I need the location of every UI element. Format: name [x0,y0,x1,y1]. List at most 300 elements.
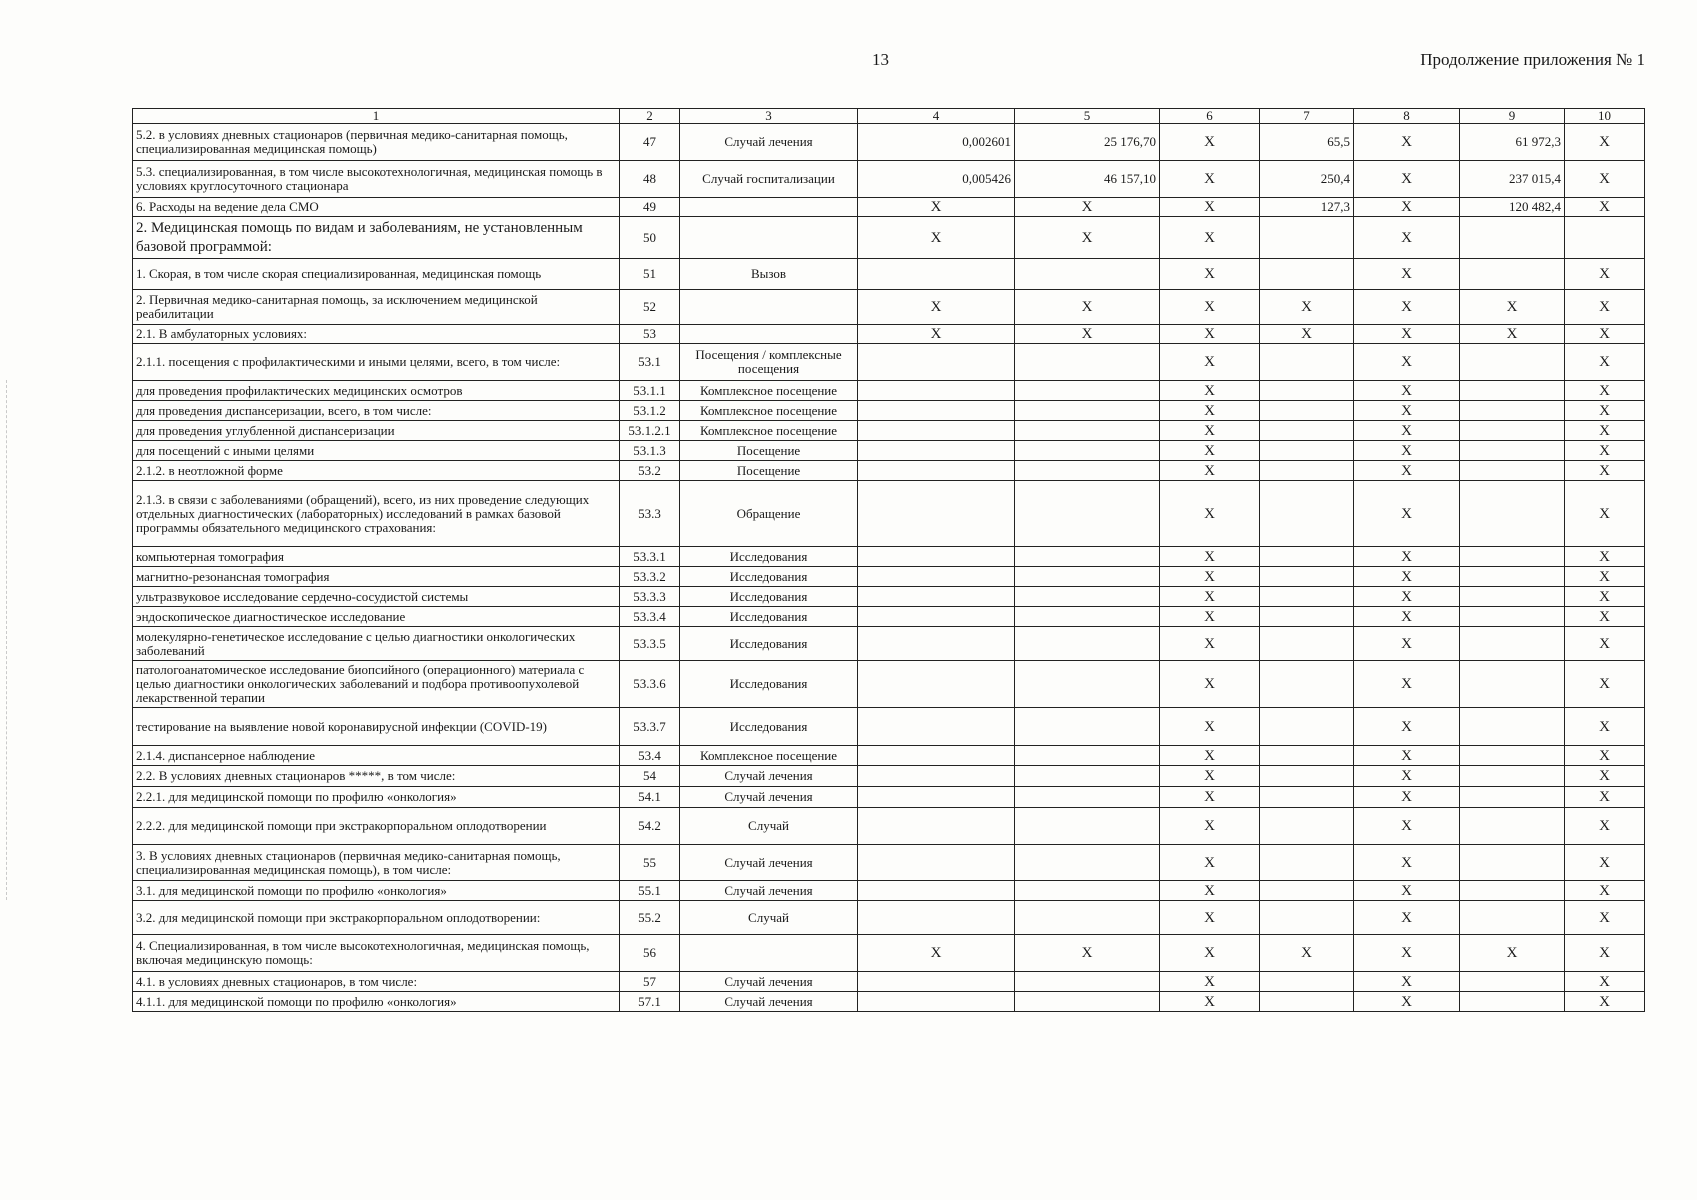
cell-col-3: Случай лечения [680,972,858,992]
cell-col-7 [1260,901,1354,935]
cell-col-7 [1260,381,1354,401]
cell-col-1: 4.1. в условиях дневных стационаров, в том числе: [133,972,620,992]
cell-col-10: X [1565,972,1645,992]
table-row [133,441,1645,461]
table-row [133,992,1645,1012]
table-row [133,259,1645,290]
cell-col-9 [1460,972,1565,992]
cell-col-5: 46 157,10 [1015,161,1160,198]
cell-col-7 [1260,992,1354,1012]
cell-col-1: тестирование на выявление новой коронавирусной инфекции (COVID-19) [133,708,620,746]
cell-col-3: Исследования [680,607,858,627]
cell-col-7: 127,3 [1260,198,1354,217]
cell-col-9 [1460,661,1565,708]
cell-col-4 [858,808,1015,845]
cell-col-10: X [1565,567,1645,587]
table-row [133,217,1645,259]
cell-col-2: 53.2 [620,461,680,481]
cell-col-3: Комплексное посещение [680,401,858,421]
cell-col-8: X [1354,992,1460,1012]
cell-col-10: X [1565,161,1645,198]
table-row [133,481,1645,547]
cell-col-3: Посещение [680,441,858,461]
cell-col-7 [1260,708,1354,746]
cell-col-3: Вызов [680,259,858,290]
cell-col-8: X [1354,661,1460,708]
cell-col-9 [1460,746,1565,766]
cell-col-9 [1460,607,1565,627]
cell-col-1: 5.2. в условиях дневных стационаров (первичная медико-санитарная помощь, специализированная медицинская помощь) [133,124,620,161]
cell-col-5: 25 176,70 [1015,124,1160,161]
cell-col-10: X [1565,290,1645,325]
cell-col-9 [1460,259,1565,290]
cell-col-4 [858,881,1015,901]
cell-col-1: для проведения диспансеризации, всего, в том числе: [133,401,620,421]
cell-col-2: 50 [620,217,680,259]
cell-col-6: X [1160,766,1260,787]
cell-col-4 [858,401,1015,421]
cell-col-3: Случай лечения [680,992,858,1012]
cell-col-5 [1015,421,1160,441]
cell-col-1: 2.1.3. в связи с заболеваниями (обращений), всего, из них проведение следующих отдельных диагностических (лабораторных) исследований в рамках базовой программы обязательного медицинского страхования: [133,481,620,547]
cell-col-10: X [1565,627,1645,661]
cell-col-5 [1015,567,1160,587]
cell-col-9 [1460,217,1565,259]
cell-col-7 [1260,401,1354,421]
cell-col-10: X [1565,441,1645,461]
cell-col-4 [858,901,1015,935]
cell-col-1: магнитно-резонансная томография [133,567,620,587]
table-row [133,935,1645,972]
cell-col-8: X [1354,708,1460,746]
cell-col-9 [1460,881,1565,901]
cell-col-3 [680,217,858,259]
cell-col-5 [1015,901,1160,935]
cell-col-6: X [1160,787,1260,808]
table-row [133,325,1645,344]
cell-col-5 [1015,992,1160,1012]
cell-col-4 [858,344,1015,381]
table-row [133,381,1645,401]
cell-col-10: X [1565,901,1645,935]
cell-col-4 [858,661,1015,708]
cell-col-5 [1015,972,1160,992]
cell-col-1: 2.2.2. для медицинской помощи при экстракорпоральном оплодотворении [133,808,620,845]
cell-col-3: Случай лечения [680,124,858,161]
column-header: 9 [1460,109,1565,124]
cell-col-5: X [1015,935,1160,972]
cell-col-6: X [1160,808,1260,845]
cell-col-7 [1260,587,1354,607]
cell-col-5 [1015,344,1160,381]
cell-col-10: X [1565,766,1645,787]
table-row [133,901,1645,935]
column-header: 5 [1015,109,1160,124]
cell-col-8: X [1354,290,1460,325]
cell-col-10: X [1565,461,1645,481]
data-table [132,108,1645,1012]
cell-col-10: X [1565,787,1645,808]
cell-col-4 [858,607,1015,627]
cell-col-8: X [1354,901,1460,935]
cell-col-7 [1260,481,1354,547]
cell-col-10: X [1565,325,1645,344]
table-row [133,661,1645,708]
cell-col-9 [1460,461,1565,481]
cell-col-6: X [1160,441,1260,461]
appendix-continuation-note: Продолжение приложения № 1 [1420,50,1645,69]
cell-col-2: 53.4 [620,746,680,766]
cell-col-5 [1015,766,1160,787]
cell-col-9 [1460,381,1565,401]
cell-col-1: 2.1.4. диспансерное наблюдение [133,746,620,766]
cell-col-10: X [1565,935,1645,972]
cell-col-8: X [1354,481,1460,547]
cell-col-8: X [1354,381,1460,401]
cell-col-5 [1015,787,1160,808]
cell-col-3 [680,325,858,344]
column-header: 8 [1354,109,1460,124]
cell-col-2: 53 [620,325,680,344]
cell-col-2: 53.3 [620,481,680,547]
cell-col-8: X [1354,547,1460,567]
cell-col-7: X [1260,290,1354,325]
cell-col-3 [680,935,858,972]
table-row [133,766,1645,787]
cell-col-1: 2.1.1. посещения с профилактическими и иными целями, всего, в том числе: [133,344,620,381]
cell-col-3: Исследования [680,547,858,567]
cell-col-1: молекулярно-генетическое исследование с целью диагностики онкологических заболеваний [133,627,620,661]
cell-col-9 [1460,992,1565,1012]
table-row [133,808,1645,845]
cell-col-2: 48 [620,161,680,198]
table-row [133,567,1645,587]
cell-col-10: X [1565,607,1645,627]
cell-col-3: Случай [680,808,858,845]
cell-col-7 [1260,421,1354,441]
cell-col-3: Посещения / комплексные посещения [680,344,858,381]
cell-col-2: 57.1 [620,992,680,1012]
cell-col-2: 55 [620,845,680,881]
cell-col-10: X [1565,547,1645,567]
cell-col-6: X [1160,587,1260,607]
cell-col-2: 54 [620,766,680,787]
cell-col-5 [1015,746,1160,766]
cell-col-2: 53.1.2.1 [620,421,680,441]
cell-col-2: 55.1 [620,881,680,901]
cell-col-5: X [1015,198,1160,217]
cell-col-7 [1260,746,1354,766]
cell-col-8: X [1354,972,1460,992]
cell-col-5 [1015,441,1160,461]
cell-col-6: X [1160,259,1260,290]
cell-col-1: 3. В условиях дневных стационаров (первичная медико-санитарная помощь, специализированная медицинская помощь), в том числе: [133,845,620,881]
cell-col-6: X [1160,627,1260,661]
cell-col-10: X [1565,992,1645,1012]
cell-col-6: X [1160,881,1260,901]
column-header: 10 [1565,109,1645,124]
cell-col-9 [1460,787,1565,808]
cell-col-5 [1015,259,1160,290]
cell-col-2: 53.3.1 [620,547,680,567]
cell-col-6: X [1160,421,1260,441]
cell-col-10: X [1565,124,1645,161]
cell-col-6: X [1160,124,1260,161]
cell-col-2: 53.1.1 [620,381,680,401]
cell-col-7 [1260,972,1354,992]
cell-col-9 [1460,441,1565,461]
cell-col-1: 5.3. специализированная, в том числе высокотехнологичная, медицинская помощь в условиях круглосуточного стационара [133,161,620,198]
cell-col-8: X [1354,161,1460,198]
cell-col-2: 47 [620,124,680,161]
cell-col-9 [1460,421,1565,441]
cell-col-10: X [1565,746,1645,766]
cell-col-10: X [1565,708,1645,746]
cell-col-10: X [1565,661,1645,708]
cell-col-3 [680,290,858,325]
cell-col-1: для проведения углубленной диспансеризации [133,421,620,441]
cell-col-1: компьютерная томография [133,547,620,567]
cell-col-1: патологоанатомическое исследование биопсийного (операционного) материала с целью диагностики онкологических заболеваний и подбора противоопухолевой лекарственной терапии [133,661,620,708]
cell-col-7: X [1260,935,1354,972]
cell-col-3: Случай госпитализации [680,161,858,198]
cell-col-1: 1. Скорая, в том числе скорая специализированная, медицинская помощь [133,259,620,290]
cell-col-4: 0,002601 [858,124,1015,161]
cell-col-1: для посещений с иными целями [133,441,620,461]
cell-col-8: X [1354,461,1460,481]
cell-col-10: X [1565,198,1645,217]
table-row [133,881,1645,901]
cell-col-6: X [1160,217,1260,259]
cell-col-2: 53.3.3 [620,587,680,607]
cell-col-6: X [1160,481,1260,547]
cell-col-7 [1260,344,1354,381]
cell-col-8: X [1354,421,1460,441]
cell-col-4 [858,708,1015,746]
table-row [133,746,1645,766]
cell-col-5 [1015,401,1160,421]
cell-col-4 [858,992,1015,1012]
cell-col-6: X [1160,661,1260,708]
cell-col-7: 65,5 [1260,124,1354,161]
cell-col-2: 53.3.5 [620,627,680,661]
cell-col-5 [1015,661,1160,708]
cell-col-4: X [858,217,1015,259]
column-header: 3 [680,109,858,124]
cell-col-8: X [1354,259,1460,290]
cell-col-6: X [1160,325,1260,344]
cell-col-1: для проведения профилактических медицинских осмотров [133,381,620,401]
cell-col-3: Случай лечения [680,881,858,901]
cell-col-7 [1260,627,1354,661]
cell-col-6: X [1160,972,1260,992]
cell-col-2: 53.1.3 [620,441,680,461]
cell-col-4: X [858,290,1015,325]
table-row [133,708,1645,746]
cell-col-10: X [1565,344,1645,381]
cell-col-9 [1460,901,1565,935]
cell-col-7 [1260,547,1354,567]
cell-col-8: X [1354,401,1460,421]
cell-col-4 [858,441,1015,461]
cell-col-1: 6. Расходы на ведение дела СМО [133,198,620,217]
cell-col-3: Случай [680,901,858,935]
cell-col-6: X [1160,746,1260,766]
column-header: 6 [1160,109,1260,124]
cell-col-4 [858,481,1015,547]
cell-col-10: X [1565,421,1645,441]
cell-col-2: 57 [620,972,680,992]
cell-col-7 [1260,787,1354,808]
cell-col-7 [1260,567,1354,587]
cell-col-8: X [1354,808,1460,845]
cell-col-6: X [1160,401,1260,421]
cell-col-10: X [1565,845,1645,881]
cell-col-9 [1460,547,1565,567]
cell-col-9 [1460,808,1565,845]
cell-col-9 [1460,587,1565,607]
cell-col-5 [1015,708,1160,746]
cell-col-6: X [1160,708,1260,746]
cell-col-4 [858,461,1015,481]
cell-col-1: 2.1. В амбулаторных условиях: [133,325,620,344]
cell-col-5 [1015,808,1160,845]
cell-col-5: X [1015,325,1160,344]
cell-col-6: X [1160,344,1260,381]
column-header: 2 [620,109,680,124]
cell-col-4 [858,766,1015,787]
cell-col-7 [1260,461,1354,481]
cell-col-5: X [1015,290,1160,325]
cell-col-9 [1460,344,1565,381]
cell-col-1: 2.1.2. в неотложной форме [133,461,620,481]
table-row [133,290,1645,325]
cell-col-4 [858,587,1015,607]
cell-col-5 [1015,881,1160,901]
cell-col-3: Обращение [680,481,858,547]
cell-col-1: 2. Первичная медико-санитарная помощь, за исключением медицинской реабилитации [133,290,620,325]
cell-col-6: X [1160,381,1260,401]
cell-col-9 [1460,481,1565,547]
cell-col-3: Комплексное посещение [680,381,858,401]
cell-col-7 [1260,766,1354,787]
cell-col-9 [1460,845,1565,881]
cell-col-6: X [1160,290,1260,325]
cell-col-2: 51 [620,259,680,290]
column-number-row [133,109,1645,124]
cell-col-8: X [1354,845,1460,881]
scan-edge-marks [6,380,9,900]
table-row [133,787,1645,808]
cell-col-8: X [1354,198,1460,217]
cell-col-5: X [1015,217,1160,259]
cell-col-9 [1460,567,1565,587]
cell-col-3: Исследования [680,708,858,746]
table-row [133,461,1645,481]
cell-col-7 [1260,217,1354,259]
cell-col-1: 2.2. В условиях дневных стационаров *****, в том числе: [133,766,620,787]
cell-col-2: 53.3.6 [620,661,680,708]
cell-col-2: 53.3.4 [620,607,680,627]
cell-col-3: Случай лечения [680,787,858,808]
cell-col-6: X [1160,935,1260,972]
cell-col-2: 55.2 [620,901,680,935]
cell-col-10: X [1565,587,1645,607]
table-row [133,421,1645,441]
cell-col-4 [858,972,1015,992]
cell-col-4 [858,381,1015,401]
cell-col-8: X [1354,746,1460,766]
cell-col-4: X [858,935,1015,972]
cell-col-4: X [858,325,1015,344]
cell-col-4 [858,627,1015,661]
cell-col-5 [1015,547,1160,567]
table-row [133,587,1645,607]
cell-col-4: 0,005426 [858,161,1015,198]
cell-col-7: 250,4 [1260,161,1354,198]
cell-col-8: X [1354,344,1460,381]
cell-col-2: 54.1 [620,787,680,808]
cell-col-9 [1460,627,1565,661]
cell-col-3: Исследования [680,661,858,708]
cell-col-5 [1015,381,1160,401]
table-row [133,161,1645,198]
cell-col-5 [1015,481,1160,547]
cell-col-7: X [1260,325,1354,344]
cell-col-5 [1015,587,1160,607]
cell-col-10 [1565,217,1645,259]
cell-col-4 [858,787,1015,808]
cell-col-2: 49 [620,198,680,217]
cell-col-5 [1015,845,1160,881]
cell-col-10: X [1565,401,1645,421]
cell-col-10: X [1565,881,1645,901]
cell-col-6: X [1160,607,1260,627]
cell-col-2: 53.1.2 [620,401,680,421]
cell-col-7 [1260,661,1354,708]
cell-col-1: 3.1. для медицинской помощи по профилю «онкология» [133,881,620,901]
cell-col-9 [1460,401,1565,421]
cell-col-7 [1260,259,1354,290]
table-row [133,627,1645,661]
cell-col-9 [1460,766,1565,787]
cell-col-7 [1260,845,1354,881]
column-header: 4 [858,109,1015,124]
cell-col-2: 53.3.7 [620,708,680,746]
cell-col-6: X [1160,461,1260,481]
page-number: 13 [872,50,889,69]
cell-col-4 [858,746,1015,766]
cell-col-6: X [1160,547,1260,567]
cell-col-3: Исследования [680,567,858,587]
cell-col-10: X [1565,259,1645,290]
table-row [133,124,1645,161]
cell-col-1: 3.2. для медицинской помощи при экстракорпоральном оплодотворении: [133,901,620,935]
cell-col-9: 237 015,4 [1460,161,1565,198]
cell-col-8: X [1354,881,1460,901]
cell-col-8: X [1354,441,1460,461]
cell-col-6: X [1160,992,1260,1012]
column-header: 1 [133,109,620,124]
cell-col-3 [680,198,858,217]
cell-col-5 [1015,461,1160,481]
cell-col-6: X [1160,567,1260,587]
cell-col-6: X [1160,901,1260,935]
cell-col-8: X [1354,607,1460,627]
cell-col-1: 4.1.1. для медицинской помощи по профилю «онкология» [133,992,620,1012]
cell-col-1: 2.2.1. для медицинской помощи по профилю «онкология» [133,787,620,808]
cell-col-8: X [1354,627,1460,661]
